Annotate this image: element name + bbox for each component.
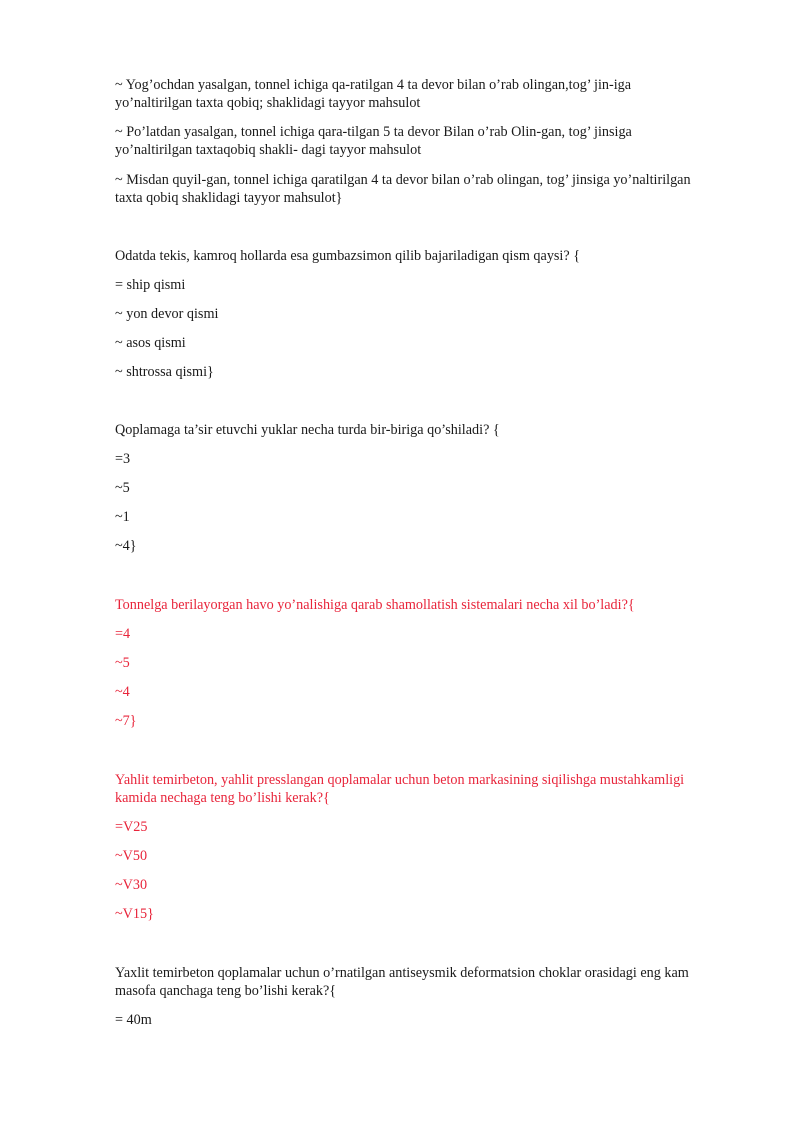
question-text: Yaxlit temirbeton qoplamalar uchun o’rnatilgan antiseysmik deformatsion choklar orasidagi eng kam: [115, 965, 689, 981]
answer-option: ~V15}: [115, 906, 154, 922]
answer-option: ~ asos qismi: [115, 335, 186, 351]
answer-option: ~V30: [115, 877, 148, 893]
answer-option: ~ shtrossa qismi}: [115, 364, 214, 380]
question-text: Qoplamaga ta’sir etuvchi yuklar necha turda bir-biriga qo’shiladi? {: [115, 422, 500, 438]
option-text: ~ Misdan quyil-gan, tonnel ichiga qaratilgan 4 ta devor bilan o’rab olingan, tog’ jinsiga yo’naltirilgan: [115, 172, 691, 188]
answer-option: ~5: [115, 655, 130, 671]
answer-option: =3: [115, 451, 131, 467]
option-text: taxta qobiq shaklidagi tayyor mahsulot}: [115, 190, 343, 206]
answer-option: = ship qismi: [115, 277, 186, 293]
answer-option: ~V50: [115, 848, 148, 864]
question-text: Yahlit temirbeton, yahlit presslangan qoplamalar uchun beton markasining siqilishga mustahkamligi: [115, 772, 685, 788]
answer-option: = 40m: [115, 1012, 152, 1028]
answer-option: =4: [115, 626, 131, 642]
answer-option: ~ yon devor qismi: [115, 306, 219, 322]
answer-option: ~7}: [115, 713, 137, 729]
option-text: ~ Yog’ochdan yasalgan, tonnel ichiga qa-ratilgan 4 ta devor bilan o’rab olingan,tog’ jin-iga: [115, 77, 632, 93]
answer-option: ~4}: [115, 538, 137, 554]
option-text: yo’naltirilgan taxtaqobiq shakli- dagi tayyor mahsulot: [115, 142, 422, 158]
question-text: Odatda tekis, kamroq hollarda esa gumbazsimon qilib bajariladigan qism qaysi? {: [115, 248, 581, 264]
answer-option: ~1: [115, 509, 130, 525]
answer-option: ~4: [115, 684, 130, 700]
answer-option: ~5: [115, 480, 130, 496]
answer-option: =V25: [115, 819, 148, 835]
question-text: Tonnelga berilayorgan havo yo’nalishiga qarab shamollatish sistemalari necha xil bo’ladi?{: [115, 597, 635, 613]
option-text: ~ Po’latdan yasalgan, tonnel ichiga qara-tilgan 5 ta devor Bilan o’rab Olin-gan, tog’ jinsiga: [115, 124, 632, 140]
question-text: masofa qanchaga teng bo’lishi kerak?{: [115, 983, 337, 999]
option-text: yo’naltirilgan taxta qobiq; shaklidagi tayyor mahsulot: [115, 95, 421, 111]
question-text: kamida nechaga teng bo’lishi kerak?{: [115, 790, 330, 806]
